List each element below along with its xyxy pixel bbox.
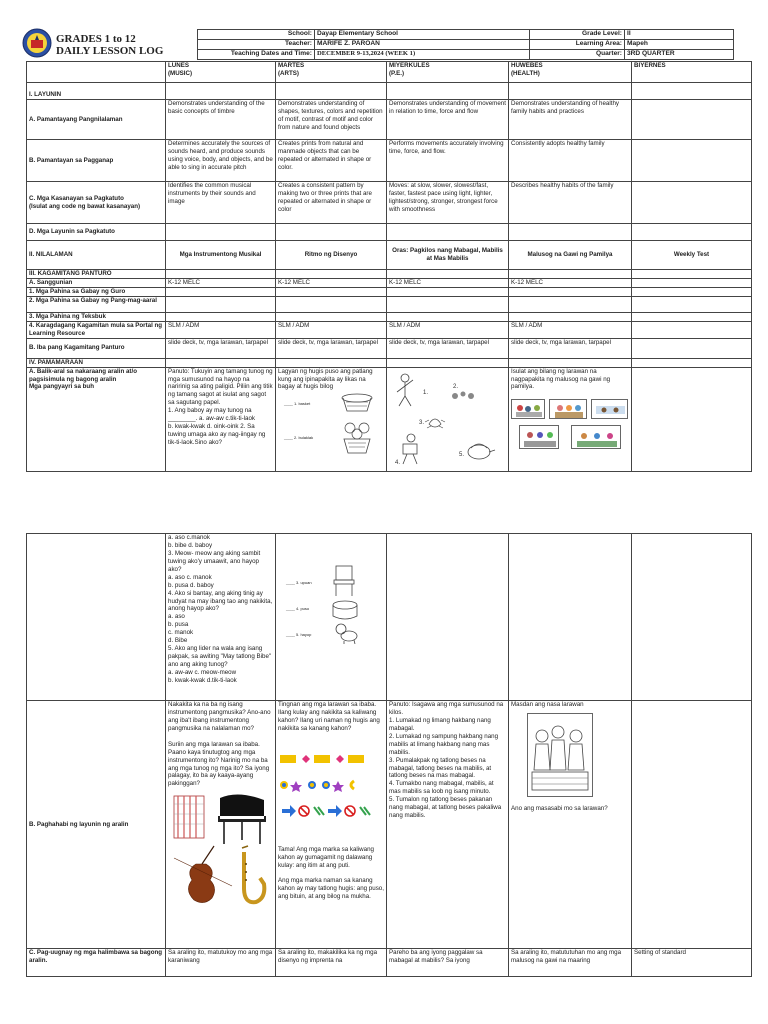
ba-tuesday-label-3: ____ 3. upuan (286, 580, 312, 585)
day-tuesday: MARTES (ARTS) (276, 62, 387, 83)
day-friday: BIYERNES (632, 62, 752, 83)
pu-monday: Sa araling ito, matutukoy mo ang mga karaniwang (166, 949, 276, 977)
iba-thursday: slide deck, tv, mga larawan, tarpapel (509, 338, 632, 358)
area-value: Mapeh (625, 40, 734, 50)
ph-tuesday-explanation: Tama! Ang mga marka sa kaliwang kahon ay gumagamit ng dalawang kulay: ang itim at ang puti. Ang mga marka naman sa kanang kahon ay may tatlong hugis: ang puso, ang bituin, at ang bilog na mukha. (278, 845, 384, 901)
melc-tuesday: K-12 MELC (276, 278, 387, 287)
school-label: School: (198, 30, 315, 40)
doc-title-line1: GRADES 1 to 12 (56, 33, 136, 45)
day-wednesday: MIYERKULES (P.E.) (387, 62, 509, 83)
lesson-table-page2 (26, 533, 752, 977)
family-picture-3 (591, 399, 628, 419)
section-kagamitang-panturo: III. KAGAMITANG PANTURO (27, 270, 166, 279)
pp-wednesday: Demonstrates understanding of movement in relation to time, force and flow (387, 100, 509, 140)
ba-thursday-cell (509, 367, 632, 471)
day-monday: LUNES (MUSIC) (166, 62, 276, 83)
melc-thursday: K-12 MELC (509, 278, 632, 287)
label-pamantayang-pangnilalaman: A. Pamantayang Pangnilalaman (27, 100, 166, 140)
grand-piano-icon (218, 795, 266, 845)
area-label: Learning Area: (530, 40, 625, 50)
dates-label: Teaching Dates and Time: (198, 50, 315, 60)
ph-monday-cell (166, 701, 276, 949)
violin-icon (174, 846, 232, 903)
label-karagdagang: 4. Karagdagang Kagamitan mula sa Portal ng Learning Resource (27, 321, 166, 338)
label-pamantayan-sa-pagganap: B. Pamantayan sa Pagganap (27, 140, 166, 182)
pu-tuesday: Sa araling ito, makakilika ka ng mga disenyo ng imprenta na (276, 949, 387, 977)
saxophone-icon (242, 846, 264, 902)
melc-wednesday: K-12 MELC (387, 278, 509, 287)
label-gabay-guro: 1. Mga Pahina sa Gabay ng Guro (27, 287, 166, 296)
family-picture-1 (511, 399, 545, 419)
slm-monday: SLM / ADM (166, 321, 276, 338)
nil-thursday: Malusog na Gawi ng Pamilya (509, 241, 632, 270)
iba-wednesday: slide deck, tv, mga larawan, tarpapel (387, 338, 509, 358)
ba-tuesday-label-4: ____ 4. puso (286, 606, 310, 611)
flower-pot-icon (340, 419, 374, 455)
pu-friday: Setting of standard (632, 949, 752, 977)
pu-thursday: Sa araling ito, matututuhan mo ang mga malusog na gawi na maaring (509, 949, 632, 977)
label-pag-uugnay: C. Pag-uugnay ng mga halimbawa sa bagong aralin. (27, 949, 166, 977)
iba-monday: slide deck, tv, mga larawan, tarpapel (166, 338, 276, 358)
section-nilalaman: II. NILALAMAN (27, 241, 166, 270)
pp-thursday: Demonstrates understanding of healthy family habits and practices (509, 100, 632, 140)
ba-tuesday-label-1: ____ 1. basket (284, 401, 311, 407)
ba-monday-continued: a. aso c.manok b. bibe d. baboy 3. Meow- meow ang aking sambit tuwing ako'y umaawit, ano hayop ako? a. aso c. manok b. pusa d. baboy 4. Ako si bantay, ang aking tinig ay hudyat na may ibang tao ang nakikita, anong hayop ako? a. aso b. pusa c. manok d. Bibe 5. Ako ang lider na wala ang isang pakpak, sa awiting "May tatlong Bibe" ano ang aking tunog? a. aw-aw c. meow-meow b. kwak-kwak d.tik-ti-laok (166, 534, 276, 701)
ba-tuesday-continued-cell (276, 534, 387, 701)
nil-tuesday: Ritmo ng Disenyo (276, 241, 387, 270)
movement-illustrations-icon (389, 368, 505, 468)
label-teksbuk: 3. Mga Pahina ng Teksbuk (27, 312, 166, 321)
ks-wednesday: Moves: at slow, slower, slowest/fast, faster, fastest pace using light, lighter, lightest/strong, stronger, strongest force with smoothness (387, 182, 509, 224)
xylophone-icon (174, 796, 204, 838)
slm-tuesday: SLM / ADM (276, 321, 387, 338)
dog-icon (334, 622, 358, 644)
teacher-value: MARIFE Z. PAROAN (315, 40, 530, 50)
pp-tuesday: Demonstrates understanding of shapes, textures, colors and repetition of motif, contrast of motif and color from nature and found objects (276, 100, 387, 140)
grade-value: II (625, 30, 734, 40)
quarter-label: Quarter: (530, 50, 625, 60)
pu-wednesday: Pareho ba ang iyong paggalaw sa mabagal at mabilis? Sa iyong (387, 949, 509, 977)
svg-text:4.: 4. (395, 459, 401, 466)
lesson-table-page1 (26, 61, 752, 472)
school-value: Dayap Elementary School (315, 30, 530, 40)
teacher-label: Teacher: (198, 40, 315, 50)
melc-monday: K-12 MELC (166, 278, 276, 287)
corner-cell (27, 62, 166, 83)
ba-tuesday-label-2: ____ 2. bulaklak (284, 435, 314, 441)
nil-wednesday: Oras: Pagkilos nang Mabagal, Mabilis at Mas Mabilis (387, 241, 509, 270)
musical-instruments-icon (168, 788, 274, 912)
label-paghahabi: B. Paghahabi ng layunin ng aralin (27, 701, 166, 949)
deped-seal-logo (22, 28, 52, 58)
ph-thursday-bottom: Ano ang masasabi mo sa larawan? (511, 804, 608, 812)
day-thursday: HUWEBES (HEALTH) (509, 62, 632, 83)
label-layunin-pagkatuto: D. Mga Layunin sa Pagkatuto (27, 224, 166, 241)
pg-thursday: Consistently adopts healthy family (509, 140, 632, 182)
svg-text:3.: 3. (419, 419, 425, 426)
ba-monday: Panuto: Tukuyin ang tamang tunog ng mga sumusunod na hayop na naririnig sa ating paligid. Piliin ang titik ng tamang sagot at isulat ang sagot sa sagutang papel. 1. Ang baboy ay may tunog na ________. a. aw-aw c.tik-ti-laok b. kwak-kwak d. oink-oink 2. Sa tuwing umaga ako ay nag-iingay ng tik-ti-laok.Sino ako? (166, 367, 276, 471)
nil-friday: Weekly Test (632, 241, 752, 270)
iba-tuesday: slide deck, tv, mga larawan, tarpapel (276, 338, 387, 358)
chair-icon (332, 564, 356, 598)
doc-title-line2: DAILY LESSON LOG (56, 45, 164, 57)
ba-wednesday-cell (387, 367, 509, 471)
slm-thursday: SLM / ADM (509, 321, 632, 338)
print-patterns-icon (278, 753, 384, 843)
label-sanggunian: A. Sanggunian (27, 278, 166, 287)
label-iba-pang: B. Iba pang Kagamitang Panturo (27, 338, 166, 358)
section-pamamaraan: IV. PAMAMARAAN (27, 358, 166, 367)
section-layunin: I. LAYUNIN (27, 83, 166, 100)
label-gabay-mag-aaral: 2. Mga Pahina sa Gabay ng Pang-mag-aaral (27, 296, 166, 312)
ba-tuesday-cell (276, 367, 387, 471)
family-sketch-picture (527, 713, 593, 797)
ba-thursday: Isulat ang bilang ng larawan na nagpapakita ng malusog na gawi ng pamilya. (511, 367, 611, 391)
pg-monday: Determines accurately the sources of sounds heard, and produce sounds using voice, body, and objects, and be able to sing in accurate pitch (166, 140, 276, 182)
ba-tuesday-label-5: ____ 5. hayop (286, 632, 312, 637)
ks-tuesday: Creates a consistent pattern by making two or three prints that are repeated or alternated in shape or color (276, 182, 387, 224)
ph-thursday-cell (509, 701, 632, 949)
pg-tuesday: Creates prints from natural and manmade objects that can be repeated or alternated in shape or color. (276, 140, 387, 182)
family-picture-4 (519, 425, 559, 449)
nil-monday: Mga Instrumentong Musikal (166, 241, 276, 270)
ba-tuesday: Lagyan ng hugis puso ang patlang kung ang ipinapakita ay likas na bagay at hugis bilog (278, 367, 373, 391)
pp-monday: Demonstrates understanding of the basic concepts of timbre (166, 100, 276, 140)
svg-text:5.: 5. (459, 451, 465, 458)
header-table (197, 29, 734, 60)
ks-thursday: Describes healthy habits of the family (509, 182, 632, 224)
pg-wednesday: Performs movements accurately involving time, force, and flow. (387, 140, 509, 182)
label-balik-aral: A. Balik-aral sa nakaraang aralin at/o pagsisimula ng bagong aralin Mga pangyayri sa buh (27, 367, 166, 471)
ph-monday: Nakakita ka na ba ng isang instrumentong pangmusika? Ano-ano ang iba't ibang instrumentong pangmusika na nalalaman mo? Suriin ang mga larawan sa ibaba. Paano kaya tinutugtog ang mga instrumentong ito? Narinig mo na ba ang mga tunog ng mga ito? Sa iyong palagay, ito ba ay kaaya-ayang pakinggan? (168, 701, 271, 788)
label-kasanayan: C. Mga Kasanayan sa Pagkatuto (Isulat ang code ng bawat kasanayan) (27, 182, 166, 224)
grade-label: Grade Level: (530, 30, 625, 40)
family-picture-5 (571, 425, 621, 449)
svg-text:1.: 1. (423, 389, 429, 396)
ph-thursday-top: Masdan ang nasa larawan (511, 701, 584, 708)
slm-wednesday: SLM / ADM (387, 321, 509, 338)
ph-wednesday: Panuto: Isagawa ang mga sumusunod na kilos. 1. Lumakad ng limang hakbang nang mabagal. 2. Lumakad ng sampung hakbang nang mabilis at limang hakbang nang mas mabilis. 3. Pumalakpak ng tatlong beses na mabagal, tatlong beses na mabilis, at tatlong beses na mas mabagal. 4. Tumakbo nang mabagal, mabilis, at mas mabilis sa loob ng isang minuto. 5. Tumalon ng tatlong beses pakanan nang mabagal, at tatlong beses pakaliwa nang mabilis. (387, 701, 509, 949)
family-picture-2 (549, 399, 587, 419)
ks-monday: Identifies the common musical instruments by their sounds and image (166, 182, 276, 224)
dates-value: DECEMBER 9-13,2024 (WEEK 1) (315, 50, 530, 60)
quarter-value: 3RD QUARTER (625, 50, 734, 60)
tree-stump-icon (330, 600, 360, 620)
basket-icon (340, 391, 374, 413)
ph-tuesday: Tingnan ang mga larawan sa ibaba. Ilang kulay ang nakikita sa kaliwang kahon? Ilang uri naman ng hugis ang nakikita sa kanang kahon? (278, 701, 380, 732)
ph-tuesday-cell (276, 701, 387, 949)
svg-text:2.: 2. (453, 383, 459, 390)
